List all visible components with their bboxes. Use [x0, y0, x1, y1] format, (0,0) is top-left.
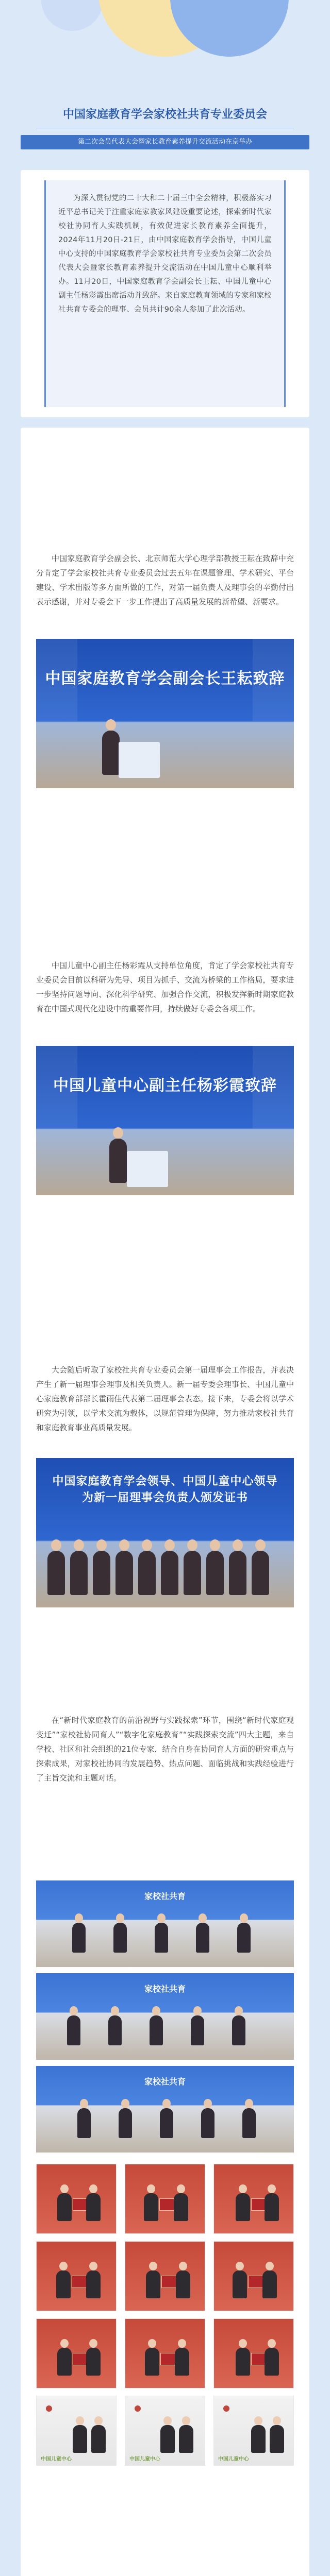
intro-text: 为深入贯彻党的二十大和二十届三中全会精神，积极落实习近平总书记关于注重家庭家教家风建设重要论述，探索新时代家校社协同育人实践机制，有效促进家长教育素养全面提升，2024年11月20日-21日，由中国家庭教育学会指导，中国儿童中心支持的中国家庭教育学会家校社共育专业委员会第二次会员代表大会暨家长教育素养提升交流活动在中国儿童中心顺利举办。11月20日，中国家庭教育学会副会长王耘、中国儿童中心副主任杨彩霞出席活动并致辞。来自家庭教育领域的专家和家校社共育专委会的理事、会员共计90余人参加了此次活动。 [58, 194, 272, 314]
group-row [47, 1546, 283, 1597]
award-photo [36, 2164, 117, 2234]
panelist-figure [150, 2015, 163, 2045]
paragraph-council-report: 大会随后听取了家校社共育专业委员会第一届理事会工作报告，并表决产生了新一届理事会理事及相关负责人。新一届专委会理事长、中国儿童中心家庭教育部部长霍雨佳代表第二届理事会表态。接下来，专委会将以学术研究为引领，以学术交流为载体，以规范管理为保障，努力推动家校社共育和家庭教育事业高质量发展。 [36, 1365, 294, 1432]
speaker-figure [109, 1139, 127, 1183]
award-photo [213, 2318, 294, 2388]
forum-banner: 家校社共育 [144, 2077, 186, 2087]
award-photo [213, 2164, 294, 2234]
panelist-figure [191, 2015, 204, 2045]
person-figure [93, 1551, 110, 1595]
page-title: 中国家庭教育学会家校社共育专业委员会 [62, 108, 267, 121]
panelist-figure [201, 2108, 214, 2138]
photo-caption [36, 1473, 294, 1506]
award-photo [125, 2164, 205, 2234]
podium [127, 1151, 168, 1187]
photo-forum-panel [36, 1973, 294, 2060]
panelist-figure [67, 2015, 80, 2045]
paragraph-vice-president-speech: 中国家庭教育学会副会长、北京师范大学心理学部教授王耘在致辞中充分肯定了学会家校社共育专业委员会过去五年在课题管理、学术研究、平台建设、学术出版等多方面所做的工作，对第一届负责人及理事会的辛勤付出表示感谢，并对专委会下一步工作提出了高质量发展的新希望、新要求。 [36, 554, 294, 606]
award-photo [36, 2318, 117, 2388]
award-photo-logo [125, 2396, 205, 2466]
logo-mark-icon [46, 2405, 52, 2412]
panelist-figure [196, 1923, 209, 1953]
photo-award-ceremony [36, 1458, 294, 1607]
logo-text: 中国儿童中心 [129, 2456, 160, 2462]
subtitle-banner: 第二次会员代表大会暨家长教育素养提升交流活动在京举办 [21, 135, 309, 149]
photo-vice-president-speech [36, 639, 294, 788]
person-figure [70, 1551, 88, 1595]
award-photo [36, 2241, 117, 2311]
person-figure [161, 1551, 178, 1595]
photo-grid-awards [36, 2164, 294, 2468]
award-photo-logo [213, 2396, 294, 2466]
intro-box [44, 180, 286, 407]
photo-forum-panel [36, 1880, 294, 1967]
award-photo [213, 2241, 294, 2311]
photo-caption: 中国儿童中心副主任杨彩霞致辞 [53, 1077, 277, 1095]
photo-deputy-director-speech [36, 1046, 294, 1195]
person-figure [138, 1551, 156, 1595]
intro-card [21, 170, 309, 417]
caption-line: 中国家庭教育学会领导、中国儿童中心领导 [52, 1475, 278, 1488]
podium [119, 742, 160, 778]
logo-mark-icon [135, 2405, 141, 2412]
person-figure [229, 1551, 246, 1595]
panelist-figure [232, 2015, 245, 2045]
panelist-figure [242, 2108, 256, 2138]
person-figure [47, 1551, 65, 1595]
photo-forum-panel [36, 2066, 294, 2153]
award-photo-logo [36, 2396, 117, 2466]
panelist-figure [155, 1923, 168, 1953]
panelist-figure [119, 2108, 132, 2138]
person-figure [116, 1551, 133, 1595]
panelist-figure [113, 1923, 127, 1953]
paragraph-forum-session: 在“新时代家庭教育的前沿视野与实践探索”环节，围绕“新时代家庭观变迁”“家校社协同育人”“数字化家庭教育”“实践探索交流”四大主题，来自学校、社区和社会组织的21位专家，结合自身在协同育人方面的研究重点与探索成果，对家校社协同的发展趋势、热点问题、面临挑战和实践经验进行了主旨交流和主题对话。 [36, 1716, 294, 1783]
person-figure [252, 1551, 269, 1595]
award-photo [125, 2241, 205, 2311]
person-figure [184, 1551, 201, 1595]
award-photo [125, 2318, 205, 2388]
logo-text: 中国儿童中心 [218, 2456, 249, 2462]
logo-mark-icon [223, 2405, 229, 2412]
forum-banner: 家校社共育 [144, 1891, 186, 1901]
paragraph-deputy-director-speech: 中国儿童中心副主任杨彩霞从支持单位角度，肯定了学会家校社共育专业委员会目前以科研为先导、项目为抓手、交流为桥梁的工作格局，要求进一步坚持问题导向、深化科学研究、加强合作交流，积极发挥新时期家庭教育在中国式现代化建设中的重要作用，持续做好专委会各项工作。 [36, 961, 294, 1013]
person-figure [206, 1551, 224, 1595]
caption-line: 为新一届理事会负责人颁发证书 [81, 1492, 248, 1504]
photo-caption: 中国家庭教育学会副会长王耘致辞 [45, 670, 285, 688]
speaker-figure [102, 731, 120, 775]
panelist-figure [72, 1923, 86, 1953]
panelist-figure [108, 2015, 122, 2045]
decorative-circle [41, 0, 103, 31]
panelist-figure [237, 1923, 251, 1953]
panelist-figure [77, 2108, 91, 2138]
panelist-figure [160, 2108, 173, 2138]
logo-text: 中国儿童中心 [41, 2456, 72, 2462]
forum-banner: 家校社共育 [144, 1984, 186, 1994]
